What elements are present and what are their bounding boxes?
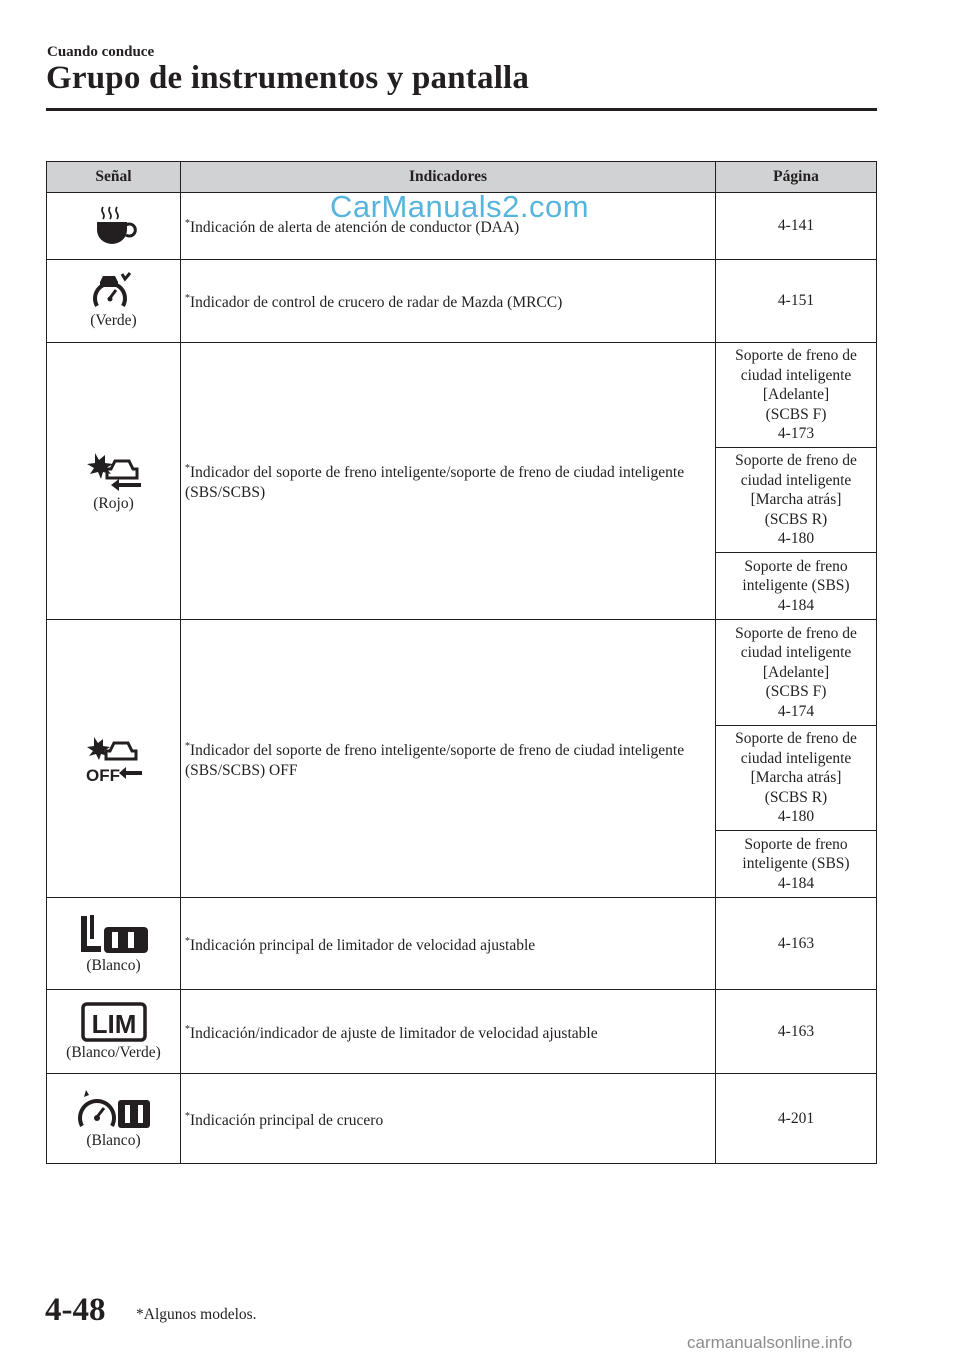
table-header-row — [47, 162, 877, 193]
smart-brake-off-icon — [84, 735, 144, 783]
signal-cell — [47, 990, 181, 1074]
table-row — [47, 620, 877, 726]
signal-cell — [47, 620, 181, 898]
indicator-text: Indicación/indicador de ajuste de limitador de velocidad ajustable — [190, 1024, 598, 1042]
table-row — [47, 990, 877, 1074]
signal-color-label: (Rojo) — [93, 495, 134, 512]
footnote: *Algunos modelos. — [136, 1306, 257, 1323]
signal-color-label: (Blanco) — [86, 956, 141, 974]
page-cell — [716, 898, 877, 990]
indicator-text: Indicador de control de crucero de radar de Mazda (MRCC) — [190, 294, 563, 311]
header-signal: Señal — [47, 162, 181, 193]
indicator-text: Indicación principal de limitador de velocidad ajustable — [190, 936, 536, 954]
page-ref: 4-163 — [777, 1022, 815, 1040]
page-cell — [716, 193, 877, 260]
page-cell — [716, 726, 877, 831]
header-page: Página — [716, 162, 877, 193]
page-cell — [716, 260, 877, 343]
indicator-cell — [181, 898, 716, 990]
page-ref: 4-163 — [777, 934, 815, 952]
header-indicators: Indicadores — [181, 162, 716, 193]
asterisk: * — [185, 218, 190, 229]
table-row — [47, 260, 877, 343]
page-ref: Soporte de freno de ciudad inteligente [Adelante] (SCBS F) 4-174 — [735, 624, 857, 720]
indicator-cell — [181, 1074, 716, 1164]
cruise-main-icon — [76, 1088, 152, 1130]
page-cell — [716, 553, 877, 620]
coffee-cup-icon — [89, 204, 139, 248]
signal-color-label: (Blanco) — [86, 1131, 141, 1149]
asterisk: * — [185, 740, 190, 752]
asterisk: * — [185, 1110, 190, 1122]
page-ref: Soporte de freno de ciudad inteligente [Marcha atrás] (SCBS R) 4-180 — [735, 730, 857, 826]
page-ref: Soporte de freno de ciudad inteligente [Adelante] (SCBS F) 4-173 — [735, 347, 857, 443]
page-cell — [716, 990, 877, 1074]
indicator-cell — [181, 343, 716, 620]
page-ref: Soporte de freno inteligente (SBS) 4-184 — [742, 557, 850, 614]
table-row — [47, 898, 877, 990]
table-row — [47, 1074, 877, 1164]
asterisk: * — [185, 1023, 190, 1035]
indicator-cell — [181, 990, 716, 1074]
section-label: Cuando conduce — [47, 44, 155, 60]
page-cell — [716, 448, 877, 553]
signal-cell — [47, 260, 181, 343]
signal-cell — [47, 898, 181, 990]
indicator-cell — [181, 620, 716, 898]
page-title: Grupo de instrumentos y pantalla — [46, 60, 530, 96]
indicator-table — [46, 161, 877, 1164]
smart-brake-icon — [85, 449, 143, 493]
radar-cruise-icon — [88, 272, 140, 310]
page-cell — [716, 1074, 877, 1164]
off-text: OFF — [85, 765, 120, 783]
watermark: CarManuals2.com — [330, 189, 590, 224]
page-ref: 4-201 — [777, 1109, 815, 1127]
indicator-text: Indicador del soporte de freno inteligente/soporte de freno de ciudad inteligente (SBS/SCBS) — [185, 464, 685, 501]
page-ref: Soporte de freno inteligente (SBS) 4-184 — [742, 835, 850, 892]
indicator-cell — [181, 260, 716, 343]
table-row — [47, 343, 877, 448]
indicator-text: Indicador del soporte de freno inteligente/soporte de freno de ciudad inteligente (SBS/SCBS) OFF — [185, 741, 685, 779]
page-ref: Soporte de freno de ciudad inteligente [Marcha atrás] (SCBS R) 4-180 — [735, 452, 857, 548]
title-rule — [46, 108, 877, 111]
signal-color-label: (Verde) — [90, 312, 137, 329]
site-watermark: carmanualsonline.info — [687, 1333, 853, 1352]
signal-cell — [47, 343, 181, 620]
page-cell — [716, 620, 877, 726]
lim-text: LIM — [91, 1008, 136, 1039]
page-cell — [716, 343, 877, 448]
asterisk: * — [185, 935, 190, 947]
page-ref: 4-141 — [777, 217, 815, 235]
signal-cell — [47, 1074, 181, 1164]
page-ref: 4-151 — [777, 292, 815, 310]
speed-limiter-main-icon — [78, 913, 150, 955]
page-cell — [716, 831, 877, 898]
signal-cell — [47, 193, 181, 260]
signal-color-label: (Blanco/Verde) — [66, 1043, 161, 1061]
lim-icon — [81, 1002, 147, 1042]
asterisk: * — [185, 463, 190, 474]
indicator-text: Indicación de alerta de atención de conductor (DAA) — [190, 219, 520, 236]
indicator-text: Indicación principal de crucero — [190, 1111, 384, 1129]
asterisk: * — [185, 293, 190, 304]
page-number: 4-48 — [45, 1292, 106, 1328]
